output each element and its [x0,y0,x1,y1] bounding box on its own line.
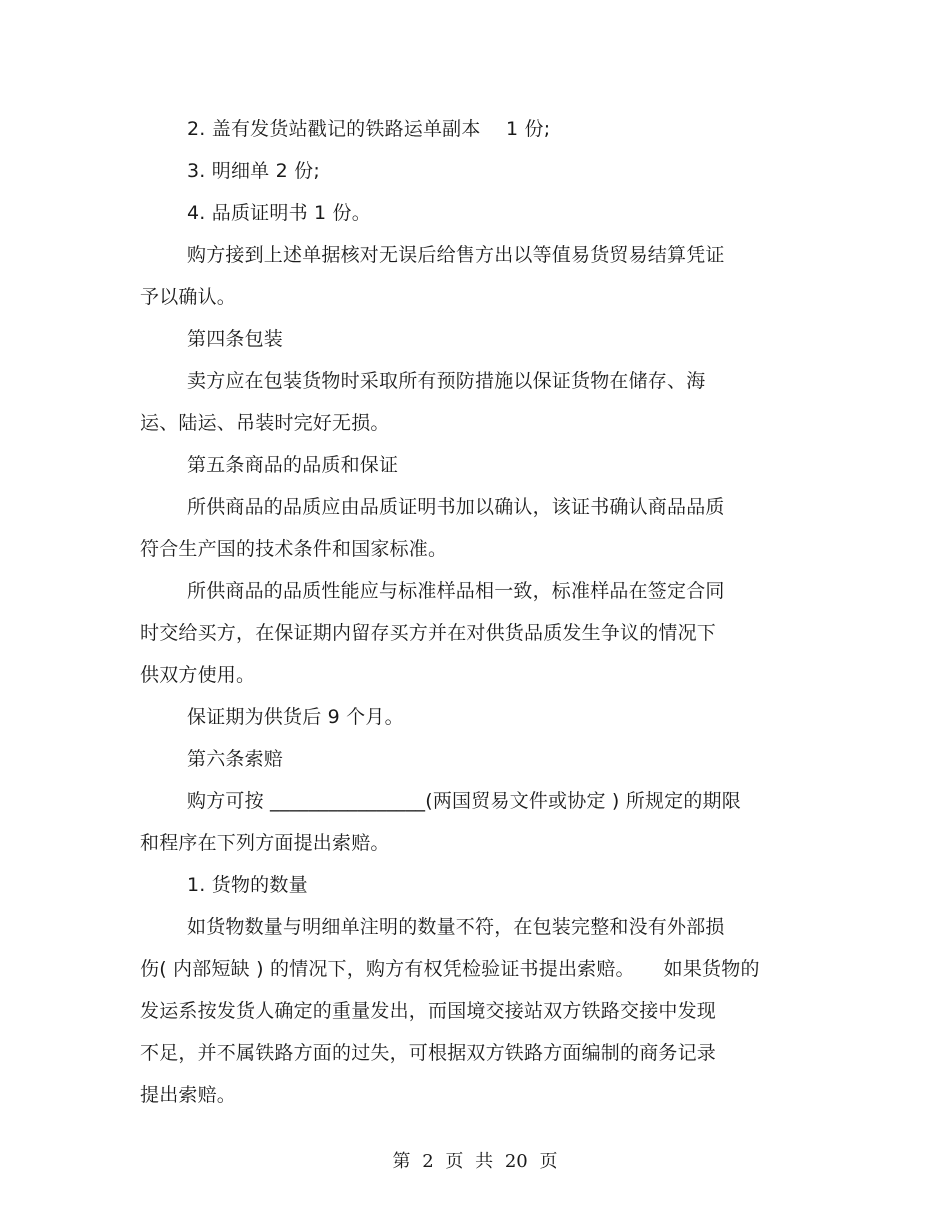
text-line: 提出索赔。 [140,1084,237,1106]
text-line: 运、陆运、吊装时完好无损。 [140,412,390,434]
text-line: 时交给买方，在保证期内留存买方并在对供货品质发生争议的情况下 [140,622,717,644]
section-heading: 第六条索赔 [187,748,284,770]
text-line: 和程序在下列方面提出索赔。 [140,832,390,854]
text-line: 所供商品的品质应由品质证明书加以确认，该证书确认商品品质 [187,496,725,518]
text-line: 不足，并不属铁路方面的过失，可根据双方铁路方面编制的商务记录 [140,1042,717,1064]
text-line: 购方可按 ________________(两国贸易文件或协定 ) 所规定的期限 [187,790,741,812]
text-line: 卖方应在包装货物时采取所有预防措施以保证货物在储存、海 [187,370,706,392]
page-number-footer: 第 2 页 共 20 页 [392,1151,558,1172]
list-item-heading: 1. 货物的数量 [187,874,308,896]
text-line: 供双方使用。 [140,664,256,686]
text-line: 3. 明细单 2 份; [187,160,320,182]
section-heading: 第四条包装 [187,328,284,350]
text-line: 保证期为供货后 9 个月。 [187,706,404,728]
text-line: 购方接到上述单据核对无误后给售方出以等值易货贸易结算凭证 [187,244,725,266]
text-line: 2. 盖有发货站戳记的铁路运单副本 1 份; [187,118,551,140]
text-line: 所供商品的品质性能应与标准样品相一致，标准样品在签定合同 [187,580,725,602]
section-heading: 第五条商品的品质和保证 [187,454,399,476]
text-line: 伤( 内部短缺 ) 的情况下，购方有权凭检验证书提出索赔。 如果货物的 [140,958,760,980]
text-line: 发运系按发货人确定的重量发出，而国境交接站双方铁路交接中发现 [140,1000,717,1022]
text-line: 4. 品质证明书 1 份。 [187,202,371,224]
text-line: 予以确认。 [140,286,237,308]
text-line: 符合生产国的技术条件和国家标准。 [140,538,448,560]
text-line: 如货物数量与明细单注明的数量不符，在包装完整和没有外部损 [187,916,725,938]
